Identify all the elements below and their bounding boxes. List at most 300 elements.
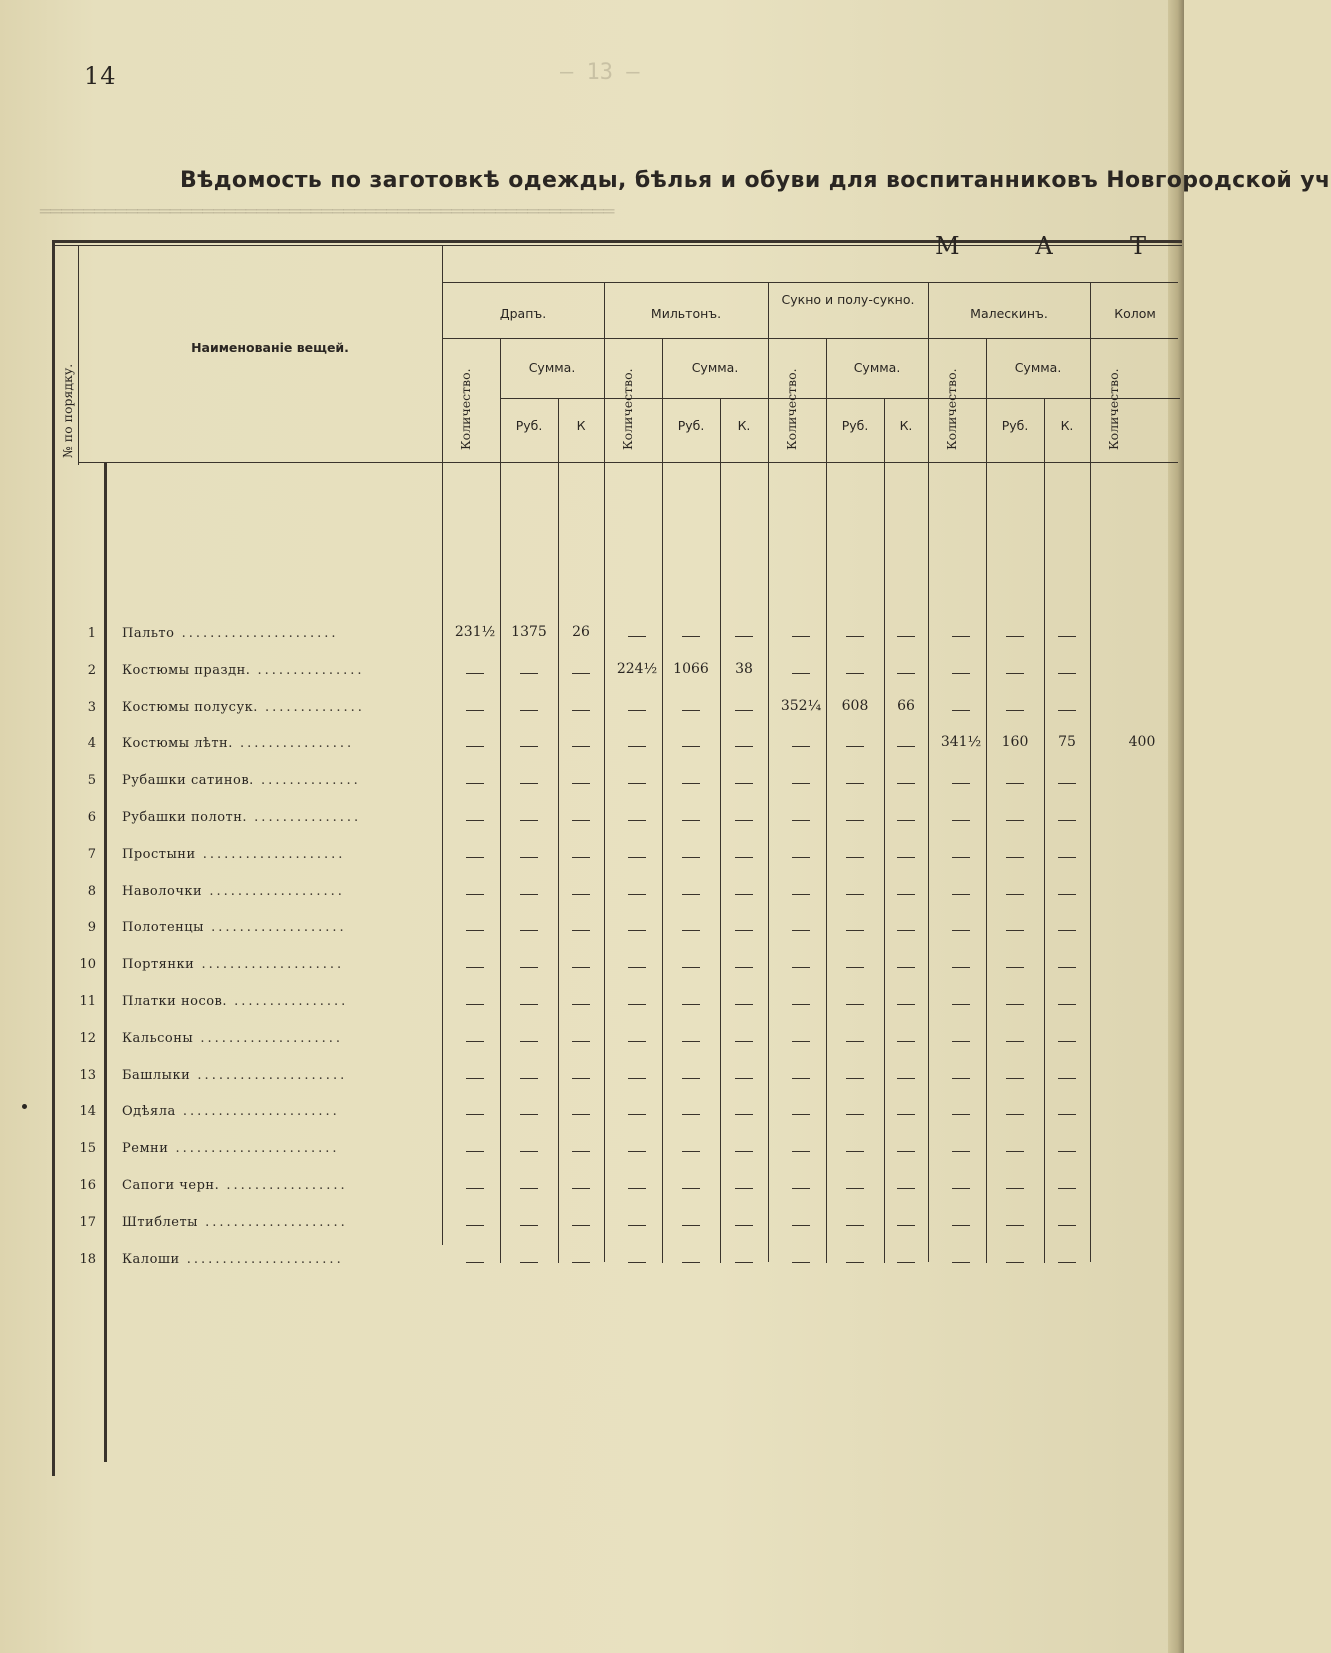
table-row (0, 694, 1184, 728)
leader-dots: ...................... (174, 626, 339, 641)
empty-dash (1006, 1151, 1024, 1152)
value-cell: 608 (841, 698, 869, 714)
empty-dash (1006, 1225, 1024, 1226)
item-name (122, 1068, 347, 1083)
group-letter: Т (1130, 232, 1149, 260)
empty-dash (628, 1225, 646, 1226)
value-cell: 75 (1058, 734, 1076, 750)
page-title: Вѣдомость по заготовкѣ одежды, бѣлья и обуви для воспитанниковъ Новгородской уч (180, 168, 1331, 193)
empty-dash (1058, 1041, 1076, 1042)
empty-dash (572, 1004, 590, 1005)
ink-spot (22, 1104, 27, 1109)
empty-dash (1058, 1004, 1076, 1005)
table-row (0, 878, 1184, 912)
sum-label: Сумма. (691, 360, 739, 375)
table-row (0, 841, 1184, 875)
empty-dash (897, 1151, 915, 1152)
empty-dash (897, 967, 915, 968)
empty-dash (792, 1262, 810, 1263)
empty-dash (628, 746, 646, 747)
empty-dash (846, 1188, 864, 1189)
item-name-text: Рубашки сатинов. (122, 773, 254, 788)
empty-dash (1058, 1114, 1076, 1115)
empty-dash (466, 894, 484, 895)
empty-dash (1006, 1041, 1024, 1042)
empty-dash (792, 1151, 810, 1152)
empty-dash (1058, 1078, 1076, 1079)
empty-dash (572, 967, 590, 968)
item-name (122, 663, 365, 678)
empty-dash (952, 1004, 970, 1005)
table-row (0, 1135, 1184, 1169)
empty-dash (897, 783, 915, 784)
empty-dash (897, 820, 915, 821)
empty-dash (897, 746, 915, 747)
item-name-text: Портянки (122, 957, 195, 972)
item-name-text: Ремни (122, 1141, 169, 1156)
header-bottom-rule (78, 462, 1178, 463)
empty-dash (846, 820, 864, 821)
empty-dash (520, 1004, 538, 1005)
leader-dots: ...................... (179, 1252, 344, 1267)
empty-dash (846, 1114, 864, 1115)
empty-dash (1006, 636, 1024, 637)
empty-dash (520, 1114, 538, 1115)
table-top-rule (52, 245, 1182, 246)
value-cell: 341½ (940, 734, 982, 750)
row-number: 14 (79, 1104, 96, 1119)
empty-dash (792, 1225, 810, 1226)
empty-dash (682, 636, 700, 637)
empty-dash (735, 1078, 753, 1079)
empty-dash (735, 783, 753, 784)
empty-dash (466, 1262, 484, 1263)
empty-dash (846, 1041, 864, 1042)
empty-dash (628, 930, 646, 931)
empty-dash (846, 636, 864, 637)
empty-dash (952, 894, 970, 895)
empty-dash (520, 820, 538, 821)
table-row (0, 730, 1184, 764)
empty-dash (1058, 967, 1076, 968)
empty-dash (735, 1188, 753, 1189)
bleed-through-text: — 13 — (560, 60, 640, 85)
empty-dash (792, 1188, 810, 1189)
empty-dash (1006, 1188, 1024, 1189)
empty-dash (520, 783, 538, 784)
empty-dash (792, 1114, 810, 1115)
item-name-text: Костюмы праздн. (122, 663, 251, 678)
empty-dash (466, 1004, 484, 1005)
empty-dash (520, 930, 538, 931)
empty-dash (682, 1151, 700, 1152)
empty-dash (952, 710, 970, 711)
empty-dash (628, 1004, 646, 1005)
empty-dash (628, 894, 646, 895)
empty-dash (466, 673, 484, 674)
empty-dash (846, 746, 864, 747)
empty-dash (628, 783, 646, 784)
empty-dash (1006, 967, 1024, 968)
empty-dash (846, 1225, 864, 1226)
leader-dots: ................ (227, 994, 349, 1009)
leader-dots: .................... (195, 847, 346, 862)
empty-dash (735, 820, 753, 821)
empty-dash (952, 1041, 970, 1042)
item-name (122, 847, 345, 862)
leader-dots: .................... (193, 1031, 344, 1046)
empty-dash (952, 930, 970, 931)
empty-dash (572, 1041, 590, 1042)
empty-dash (1058, 1151, 1076, 1152)
item-name (122, 773, 361, 788)
empty-dash (897, 894, 915, 895)
empty-dash (792, 673, 810, 674)
empty-dash (792, 636, 810, 637)
table-top-rule (52, 240, 1182, 243)
empty-dash (792, 1041, 810, 1042)
empty-dash (735, 1225, 753, 1226)
empty-dash (735, 894, 753, 895)
empty-dash (572, 746, 590, 747)
empty-dash (682, 967, 700, 968)
empty-dash (735, 746, 753, 747)
table-row (0, 1025, 1184, 1059)
empty-dash (682, 1225, 700, 1226)
empty-dash (572, 857, 590, 858)
kop-label: К. (899, 418, 913, 433)
item-name-text: Костюмы лѣтн. (122, 736, 233, 751)
table-row (0, 1209, 1184, 1243)
empty-dash (520, 1078, 538, 1079)
item-name (122, 1104, 340, 1119)
empty-dash (792, 930, 810, 931)
empty-dash (1058, 857, 1076, 858)
leader-dots: ............... (247, 810, 362, 825)
item-name-text: Кальсоны (122, 1031, 194, 1046)
empty-dash (846, 857, 864, 858)
page-number: 14 (84, 62, 117, 90)
row-number: 9 (87, 920, 96, 935)
empty-dash (572, 710, 590, 711)
item-name (122, 700, 365, 715)
empty-dash (952, 967, 970, 968)
item-name-text: Сапоги черн. (122, 1178, 220, 1193)
empty-dash (1058, 636, 1076, 637)
value-cell: 400 (1128, 734, 1156, 750)
leader-dots: ..................... (190, 1068, 348, 1083)
item-name-text: Простыни (122, 847, 196, 862)
item-name-text: Костюмы полусук. (122, 700, 258, 715)
row-number: 6 (87, 810, 96, 825)
empty-dash (572, 1078, 590, 1079)
item-name (122, 1215, 348, 1230)
sum-label: Сумма. (528, 360, 576, 375)
row-number: 13 (79, 1068, 96, 1083)
empty-dash (792, 894, 810, 895)
empty-dash (792, 783, 810, 784)
value-cell: 66 (897, 698, 915, 714)
empty-dash (682, 930, 700, 931)
sum-label: Сумма. (1014, 360, 1062, 375)
leader-dots: .................... (198, 1215, 348, 1230)
rub-label: Руб. (677, 418, 705, 433)
empty-dash (846, 1151, 864, 1152)
item-name (122, 736, 354, 751)
empty-dash (846, 930, 864, 931)
item-name (122, 957, 344, 972)
empty-dash (1006, 783, 1024, 784)
empty-dash (1058, 783, 1076, 784)
qty-label: Количество. (458, 368, 473, 450)
empty-dash (1058, 1262, 1076, 1263)
value-cell: 1375 (511, 624, 547, 640)
row-number: 11 (79, 994, 96, 1009)
row-number: 10 (79, 957, 96, 972)
empty-dash (572, 673, 590, 674)
empty-dash (846, 673, 864, 674)
empty-dash (1006, 894, 1024, 895)
empty-dash (682, 1188, 700, 1189)
empty-dash (897, 673, 915, 674)
table-row (0, 620, 1184, 654)
empty-dash (897, 1004, 915, 1005)
empty-dash (846, 1262, 864, 1263)
empty-dash (1006, 857, 1024, 858)
empty-dash (952, 1078, 970, 1079)
empty-dash (682, 783, 700, 784)
empty-dash (628, 1041, 646, 1042)
leader-dots: ................ (232, 736, 355, 751)
group-rule (442, 282, 1178, 283)
empty-dash (466, 820, 484, 821)
empty-dash (952, 1114, 970, 1115)
empty-dash (628, 857, 646, 858)
empty-dash (628, 636, 646, 637)
table-row (0, 951, 1184, 985)
empty-dash (735, 1041, 753, 1042)
empty-dash (466, 746, 484, 747)
row-number: 7 (87, 847, 96, 862)
material-label: Мильтонъ. (650, 306, 722, 321)
empty-dash (520, 1262, 538, 1263)
empty-dash (792, 820, 810, 821)
empty-dash (897, 1225, 915, 1226)
empty-dash (1006, 1262, 1024, 1263)
table-row (0, 1246, 1184, 1280)
value-cell: 26 (572, 624, 590, 640)
empty-dash (682, 1114, 700, 1115)
item-name-text: Полотенцы (122, 920, 205, 935)
empty-dash (682, 894, 700, 895)
empty-dash (792, 857, 810, 858)
empty-dash (628, 1151, 646, 1152)
empty-dash (846, 967, 864, 968)
empty-dash (520, 673, 538, 674)
empty-dash (846, 1078, 864, 1079)
empty-dash (897, 1041, 915, 1042)
empty-dash (682, 857, 700, 858)
empty-dash (1006, 1004, 1024, 1005)
empty-dash (1058, 894, 1076, 895)
empty-dash (466, 857, 484, 858)
empty-dash (735, 930, 753, 931)
empty-dash (572, 783, 590, 784)
table-row (0, 657, 1184, 691)
leader-dots: ................. (219, 1178, 348, 1193)
value-cell: 231½ (454, 624, 496, 640)
item-name (122, 1178, 348, 1193)
empty-dash (466, 967, 484, 968)
empty-dash (952, 1262, 970, 1263)
empty-dash (897, 930, 915, 931)
group-letter: А (1035, 232, 1056, 260)
table-row (0, 1098, 1184, 1132)
empty-dash (735, 1151, 753, 1152)
item-name (122, 884, 345, 899)
empty-dash (1058, 1225, 1076, 1226)
empty-dash (466, 710, 484, 711)
empty-dash (952, 820, 970, 821)
sum-rule (500, 398, 1180, 399)
empty-dash (952, 636, 970, 637)
table-row (0, 1062, 1184, 1096)
empty-dash (897, 1262, 915, 1263)
group-letter: М (935, 232, 962, 260)
empty-dash (735, 1004, 753, 1005)
item-name-text: Калоши (122, 1252, 180, 1267)
row-number: 8 (87, 884, 96, 899)
empty-dash (1006, 820, 1024, 821)
empty-dash (682, 820, 700, 821)
item-name-header: Наименованіе вещей. (191, 340, 349, 355)
empty-dash (572, 894, 590, 895)
empty-dash (897, 1078, 915, 1079)
item-name-text: Рубашки полотн. (122, 810, 248, 825)
empty-dash (735, 1262, 753, 1263)
material-label: Малескинъ. (970, 306, 1048, 321)
table-row (0, 804, 1184, 838)
row-number: 5 (87, 773, 96, 788)
item-name-text: Платки носов. (122, 994, 228, 1009)
empty-dash (792, 967, 810, 968)
table-row (0, 988, 1184, 1022)
empty-dash (682, 1078, 700, 1079)
item-name-text: Башлыки (122, 1068, 191, 1083)
row-number: 16 (79, 1178, 96, 1193)
item-name (122, 1252, 344, 1267)
empty-dash (466, 1225, 484, 1226)
qty-label: Количество. (944, 368, 959, 450)
empty-dash (735, 967, 753, 968)
sum-label: Сумма. (853, 360, 901, 375)
leader-dots: ....................... (168, 1141, 340, 1156)
empty-dash (628, 967, 646, 968)
item-name-text: Пальто (122, 626, 175, 641)
empty-dash (466, 1078, 484, 1079)
empty-dash (466, 1151, 484, 1152)
empty-dash (520, 1188, 538, 1189)
empty-dash (520, 746, 538, 747)
row-number: 1 (87, 626, 96, 641)
empty-dash (735, 636, 753, 637)
kop-label: К. (1060, 418, 1074, 433)
empty-dash (572, 1114, 590, 1115)
empty-dash (682, 710, 700, 711)
empty-dash (952, 857, 970, 858)
item-name (122, 994, 348, 1009)
leader-dots: ...................... (175, 1104, 340, 1119)
empty-dash (1058, 1188, 1076, 1189)
empty-dash (952, 1225, 970, 1226)
item-name-text: Одѣяла (122, 1104, 176, 1119)
empty-dash (466, 1188, 484, 1189)
empty-dash (1006, 1114, 1024, 1115)
empty-dash (792, 1004, 810, 1005)
empty-dash (572, 1151, 590, 1152)
empty-dash (520, 710, 538, 711)
qty-label: Количество. (1106, 368, 1121, 450)
empty-dash (952, 1188, 970, 1189)
empty-dash (628, 1114, 646, 1115)
table-row (0, 767, 1184, 801)
leader-dots: .............. (257, 700, 365, 715)
empty-dash (682, 1004, 700, 1005)
empty-dash (1058, 930, 1076, 931)
empty-dash (572, 1225, 590, 1226)
row-number-header: № по порядку. (60, 363, 75, 458)
material-rule (442, 338, 1178, 339)
empty-dash (466, 1114, 484, 1115)
row-number: 12 (79, 1031, 96, 1046)
leader-dots: ............... (250, 663, 365, 678)
empty-dash (1006, 710, 1024, 711)
value-cell: 38 (735, 661, 753, 677)
item-name (122, 1141, 340, 1156)
empty-dash (572, 930, 590, 931)
empty-dash (846, 1004, 864, 1005)
empty-dash (628, 1262, 646, 1263)
item-name-text: Штиблеты (122, 1215, 199, 1230)
qty-label: Количество. (620, 368, 635, 450)
leader-dots: .............. (253, 773, 361, 788)
item-name (122, 810, 361, 825)
empty-dash (1058, 820, 1076, 821)
value-cell: 224½ (616, 661, 658, 677)
row-number: 4 (87, 736, 96, 751)
rub-label: Руб. (1001, 418, 1029, 433)
row-number: 3 (87, 700, 96, 715)
empty-dash (520, 1151, 538, 1152)
row-number: 17 (79, 1215, 96, 1230)
empty-dash (520, 894, 538, 895)
empty-dash (1006, 930, 1024, 931)
empty-dash (897, 1188, 915, 1189)
empty-dash (952, 1151, 970, 1152)
leader-dots: .................... (194, 957, 345, 972)
empty-dash (952, 673, 970, 674)
empty-dash (466, 1041, 484, 1042)
empty-dash (520, 857, 538, 858)
empty-dash (897, 1114, 915, 1115)
material-label: Колом (1114, 306, 1156, 321)
empty-dash (735, 857, 753, 858)
empty-dash (1006, 1078, 1024, 1079)
empty-dash (897, 636, 915, 637)
empty-dash (897, 857, 915, 858)
empty-dash (1006, 673, 1024, 674)
row-number: 18 (79, 1252, 96, 1267)
